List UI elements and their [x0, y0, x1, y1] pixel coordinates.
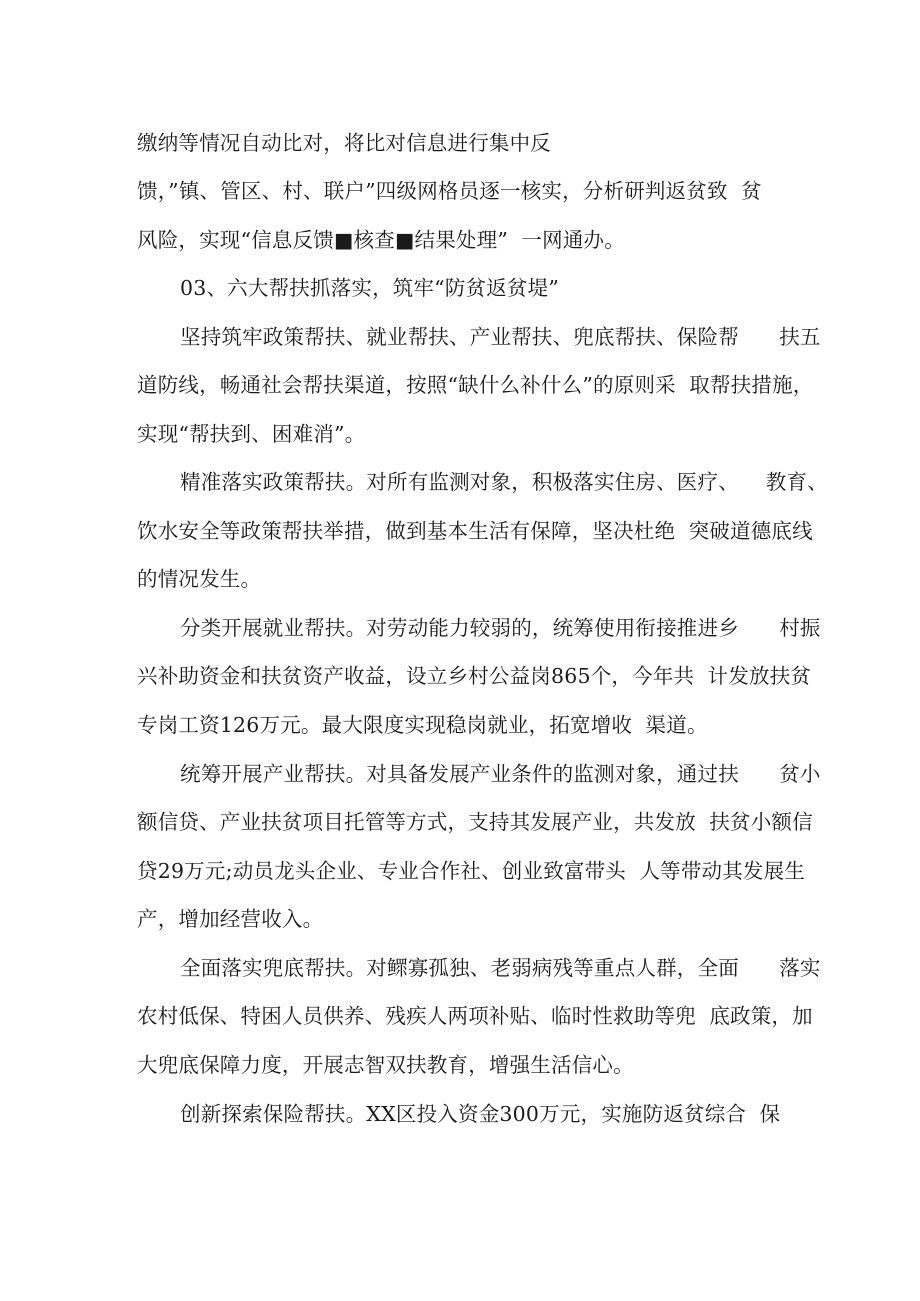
- paragraph-line: 道防线，畅通社会帮扶渠道，按照“缺什么补什么”的原则采 取帮扶措施，: [137, 373, 814, 397]
- paragraph-line: 缴纳等情况自动比对，将比对信息进行集中反: [137, 131, 551, 155]
- paragraph-line: 风险，实现“信息反馈■核查■结果处理” 一网通办。: [137, 228, 625, 252]
- paragraph-line: 额信贷、产业扶贫项目托管等方式，支持其发展产业，共发放 扶贫小额信: [137, 810, 813, 834]
- paragraph-line: 大兜底保障力度，开展志智双扶教育，增强生活信心。: [137, 1053, 634, 1077]
- paragraph-line: 坚持筑牢政策帮扶、就业帮扶、产业帮扶、兜底帮扶、保险帮 扶五: [180, 325, 821, 349]
- paragraph-line: 贷29万元;动员龙头企业、专业合作社、创业致富带头 人等带动其发展生: [137, 859, 806, 883]
- paragraph-line: 分类开展就业帮扶。对劳动能力较弱的，统筹使用衔接推进乡 村振: [180, 616, 821, 640]
- paragraph-line: 创新探索保险帮扶。XX区投入资金300万元，实施防返贫综合 保: [180, 1102, 781, 1126]
- paragraph-line: 统筹开展产业帮扶。对具备发展产业条件的监测对象，通过扶 贫小: [180, 762, 821, 786]
- paragraph-line: 实现“帮扶到、困难消”。: [137, 422, 366, 446]
- paragraph-line: 馈，”镇、管区、村、联户”四级网格员逐一核实，分析研判返贫致 贫: [137, 179, 762, 203]
- paragraph-line: 产，增加经营收入。: [137, 907, 324, 931]
- paragraph-line: 农村低保、特困人员供养、残疾人两项补贴、临时性救助等兜 底政策，加: [137, 1004, 813, 1028]
- paragraph-line: 的情况发生。: [137, 567, 262, 591]
- paragraph-line: 饮水安全等政策帮扶举措，做到基本生活有保障，坚决杜绝 突破道德底线: [137, 519, 813, 543]
- paragraph-line: 全面落实兜底帮扶。对鳏寡孤独、老弱病残等重点人群，全面 落实: [180, 956, 821, 980]
- paragraph-line: 精准落实政策帮扶。对所有监测对象，积极落实住房、医疗、 教育、: [180, 470, 828, 494]
- paragraph-line: 专岗工资126万元。最大限度实现稳岗就业，拓宽增收 渠道。: [137, 713, 708, 737]
- paragraph-line: 兴补助资金和扶贫资产收益，设立乡村公益岗865个，今年共 计发放扶贫: [137, 664, 812, 688]
- section-heading: 03、六大帮扶抓落实，筑牢“防贫返贫堤”: [180, 276, 560, 300]
